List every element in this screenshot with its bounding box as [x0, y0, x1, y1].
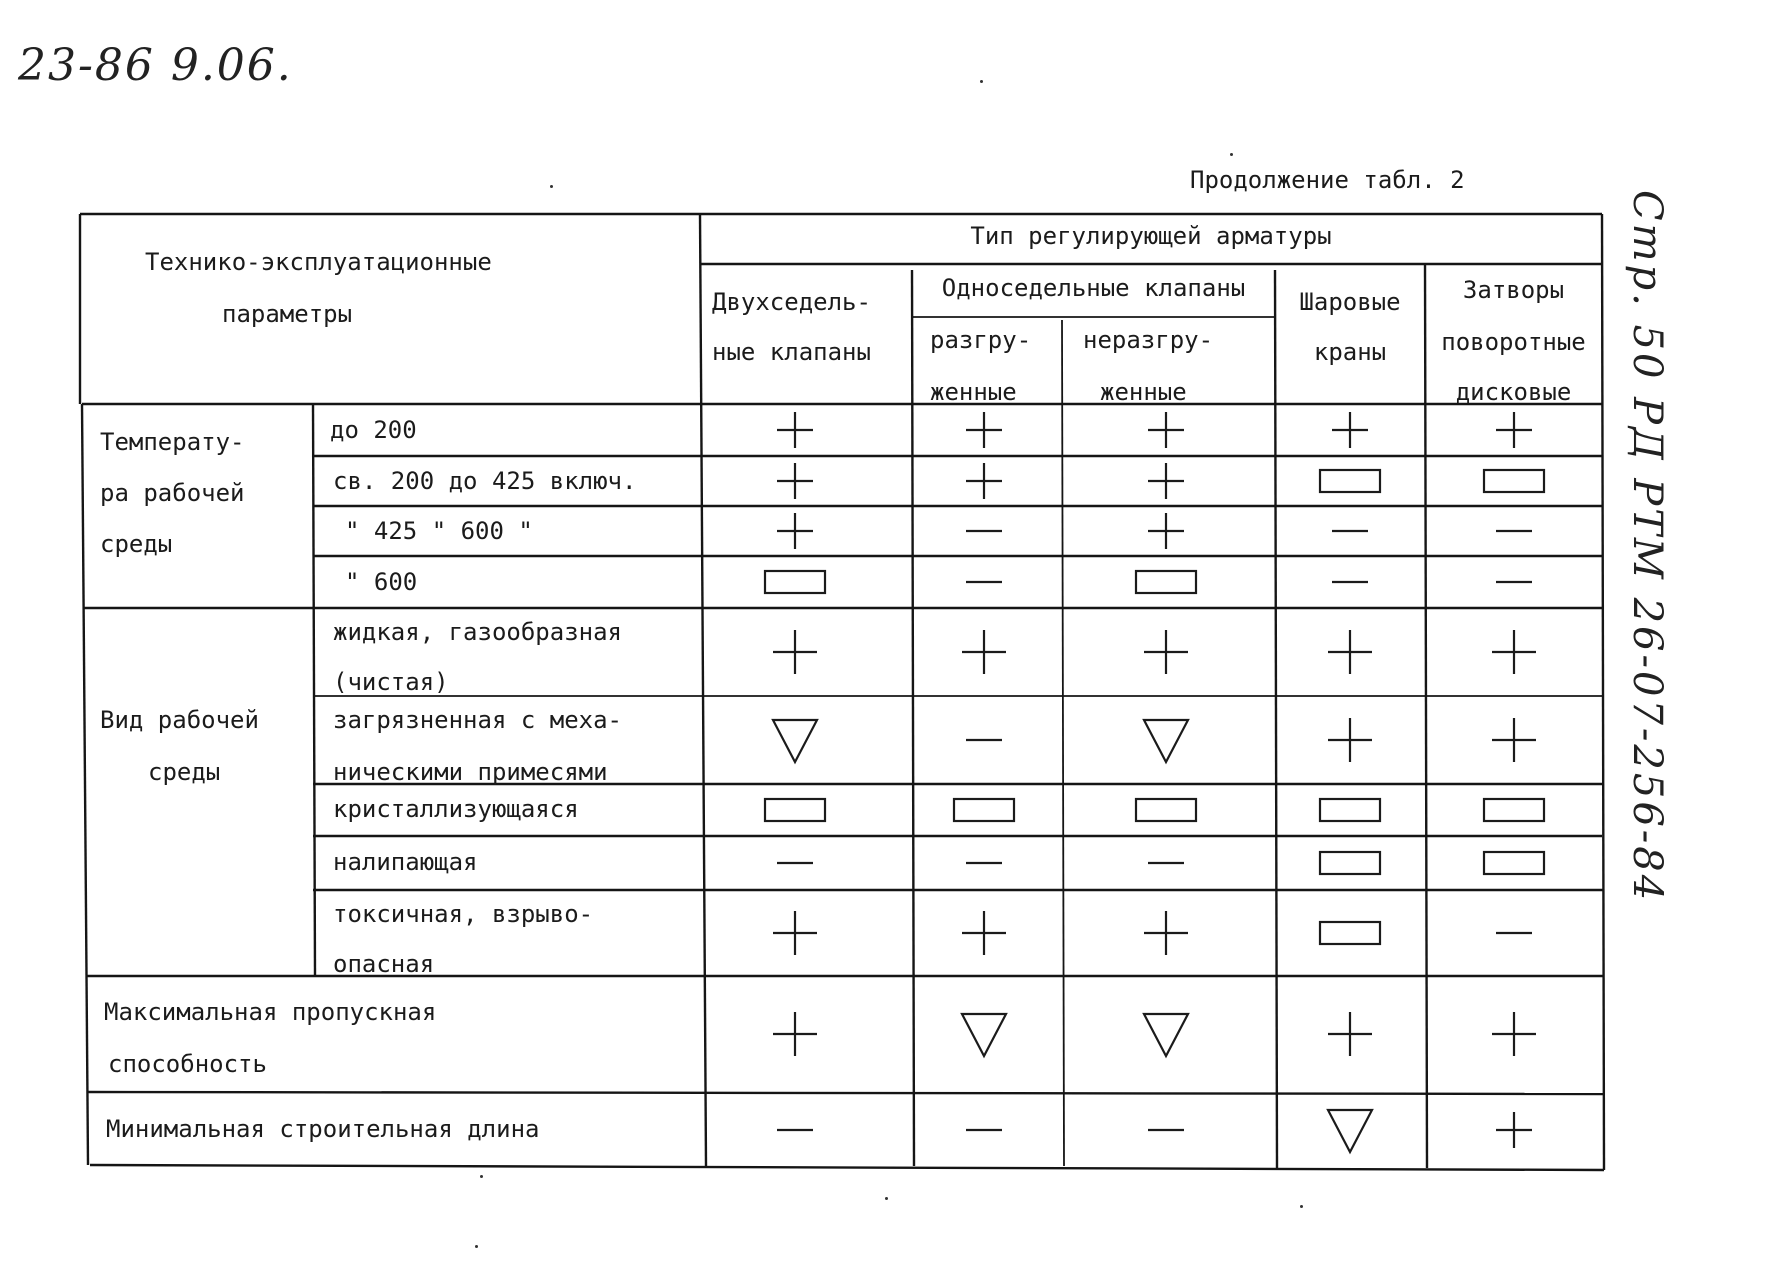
rect-mark	[1320, 852, 1380, 874]
col-double-seat-line1: Двухседель-	[712, 288, 871, 316]
group-medium-line2: среды	[148, 758, 221, 786]
plus-mark	[1148, 412, 1184, 448]
row-label: токсичная, взрыво-	[333, 900, 594, 928]
plus-mark	[1496, 412, 1532, 448]
row-label: св. 200 до 425 включ.	[333, 467, 637, 495]
triangle-mark	[962, 1014, 1006, 1056]
page-stamp: Стр. 50 РД РТМ 26-07-256-84	[1624, 190, 1670, 904]
plus-mark	[1496, 1112, 1532, 1148]
table-caption: Продолжение табл. 2	[1190, 166, 1465, 194]
plus-mark	[773, 1012, 817, 1056]
row-label: способность	[108, 1050, 267, 1078]
triangle-mark	[1144, 720, 1188, 762]
rect-mark	[1484, 852, 1544, 874]
col-ball-line2: краны	[1313, 338, 1387, 366]
rect-mark	[1484, 799, 1544, 821]
plus-mark	[1144, 630, 1188, 674]
col-double-seat-line2: ные клапаны	[712, 338, 871, 366]
group-temperature-line2: ра рабочей	[100, 479, 245, 507]
plus-mark	[1492, 1012, 1536, 1056]
triangle-mark	[1328, 1110, 1372, 1152]
plus-mark	[777, 412, 813, 448]
col-butterfly-line2: поворотные	[1441, 328, 1586, 356]
plus-mark	[966, 463, 1002, 499]
group-temperature-line1: Температу-	[100, 428, 245, 456]
triangle-mark	[1144, 1014, 1188, 1056]
plus-mark	[1144, 911, 1188, 955]
row-label: Минимальная строительная длина	[106, 1115, 540, 1143]
rect-mark	[1320, 470, 1380, 492]
row-label: Максимальная пропускная	[104, 998, 437, 1026]
plus-mark	[773, 911, 817, 955]
plus-mark	[1328, 630, 1372, 674]
rect-mark	[1484, 470, 1544, 492]
rect-mark	[765, 571, 825, 593]
row-label: жидкая, газообразная	[333, 618, 622, 646]
col-single-seat: Односедельные клапаны	[941, 274, 1246, 302]
col-ball-line1: Шаровые	[1299, 288, 1401, 316]
col-single-not-unloaded-line1: неразгру-	[1083, 326, 1214, 354]
group-temperature-line3: среды	[100, 530, 173, 558]
plus-mark	[1492, 718, 1536, 762]
row-label: до 200	[330, 416, 417, 444]
rect-mark	[1136, 799, 1196, 821]
handwritten-reference: 23-86 9.06.	[18, 40, 293, 91]
col-single-unloaded-line2: женные	[930, 378, 1017, 406]
row-label: ническими примесями	[333, 758, 608, 786]
plus-mark	[777, 463, 813, 499]
row-label: " 425 " 600 "	[345, 517, 533, 545]
plus-mark	[1328, 1012, 1372, 1056]
row-label: загрязненная с меха-	[333, 706, 622, 734]
plus-mark	[773, 630, 817, 674]
param-header-line2: параметры	[222, 300, 353, 328]
param-header-line1: Технико-эксплуатационные	[145, 248, 492, 276]
type-header: Тип регулирующей арматуры	[970, 222, 1332, 250]
plus-mark	[1148, 463, 1184, 499]
plus-mark	[966, 412, 1002, 448]
plus-mark	[1328, 718, 1372, 762]
plus-mark	[1332, 412, 1368, 448]
row-label: кристаллизующаяся	[333, 795, 579, 823]
plus-mark	[962, 911, 1006, 955]
plus-mark	[962, 630, 1006, 674]
row-label: налипающая	[333, 848, 478, 876]
triangle-mark	[773, 720, 817, 762]
plus-mark	[777, 513, 813, 549]
plus-mark	[1148, 513, 1184, 549]
row-label: опасная	[333, 950, 435, 978]
plus-mark	[1492, 630, 1536, 674]
rect-mark	[1136, 571, 1196, 593]
rect-mark	[765, 799, 825, 821]
col-butterfly-line1: Затворы	[1462, 276, 1565, 304]
rect-mark	[1320, 799, 1380, 821]
col-single-unloaded-line1: разгру-	[930, 326, 1032, 354]
col-single-not-unloaded-line2: женные	[1100, 378, 1187, 406]
row-label: (чистая)	[333, 668, 449, 696]
rect-mark	[1320, 922, 1380, 944]
group-medium-line1: Вид рабочей	[100, 706, 259, 734]
col-butterfly-line3: дисковые	[1455, 378, 1572, 406]
rect-mark	[954, 799, 1014, 821]
row-label: " 600	[345, 568, 418, 596]
